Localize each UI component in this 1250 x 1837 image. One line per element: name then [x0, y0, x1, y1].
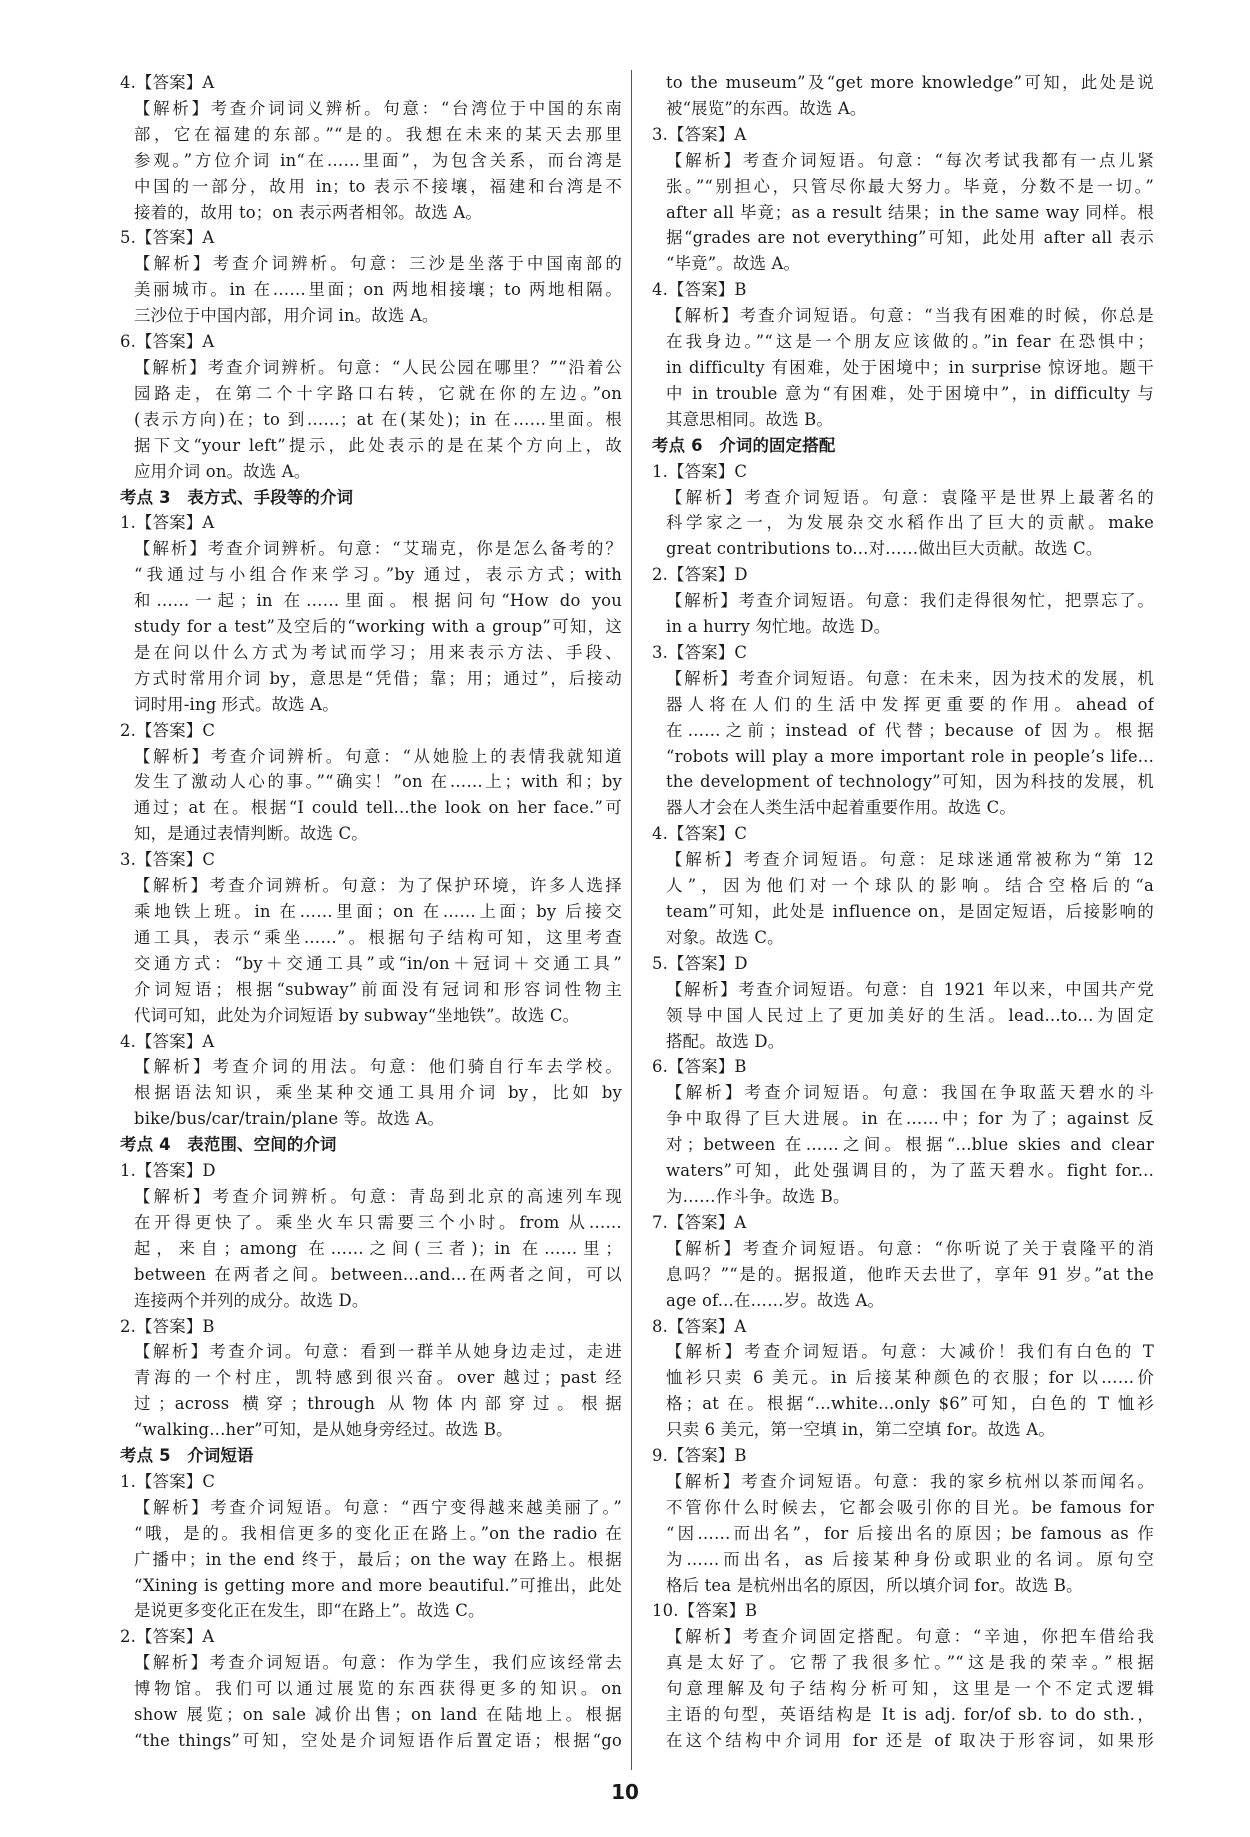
text-line: 发生了激动人心的事。”“确实！”on 在……上；with 和；by	[134, 772, 622, 792]
answer-line: 6.【答案】A	[120, 332, 215, 352]
text-line: 连接两个并列的成分。故选 D。	[134, 1290, 369, 1310]
section-heading: 考点 4 表范围、空间的介词	[120, 1135, 337, 1155]
text-line: “我通过与小组合作来学习。”by 通过，表示方式；with	[134, 565, 622, 585]
text-line: “the things”可知，空处是介词短语作后置定语；根据“go	[134, 1731, 622, 1750]
section-heading: 考点 3 表方式、手段等的介词	[120, 487, 354, 507]
text-line: after all 毕竟；as a result 结果；in the same way 同样。根	[666, 202, 1154, 222]
text-line: (表示方向)在；to 到……；at 在(某处)；in 在……里面。根	[134, 409, 622, 429]
text-line: 句意理解及句子结构分析可知，这里是一个不定式逻辑	[666, 1679, 1154, 1699]
text-line: 【解析】考查介词短语。句意：袁隆平是世界上最著名的	[666, 487, 1154, 507]
text-line: “walking...her”可知，是从她身旁经过。故选 B。	[134, 1420, 513, 1440]
answer-line: 5.【答案】A	[120, 228, 215, 248]
text-line: “robots will play a more important role in people’s life...	[666, 746, 1154, 766]
text-line: 不管你什么时候去，它都会吸引你的目光。be famous for	[666, 1497, 1154, 1517]
section-heading: 考点 6 介词的固定搭配	[652, 435, 836, 455]
text-line: 在这个结构中介词用 for 还是 of 取决于形容词，如果形	[666, 1731, 1154, 1750]
text-line: 【解析】考查介词辨析。句意：“人民公园在哪里？”“沿着公	[134, 357, 622, 377]
text-line: 【解析】考查介词短语。句意：我国在争取蓝天碧水的斗	[666, 1083, 1154, 1103]
answer-line: 2.【答案】C	[120, 720, 216, 740]
text-line: 在开得更快了。乘坐火车只需要三个小时。from 从……	[134, 1212, 622, 1232]
text-line: “毕竟”。故选 A。	[666, 254, 801, 274]
answer-line: 9.【答案】B	[652, 1446, 747, 1466]
text-line: the development of technology”可知，因为科技的发展，机	[666, 772, 1154, 792]
text-line: 领导中国人民过上了更加美好的生活。lead...to...为固定	[666, 1005, 1154, 1025]
text-line: study for a test”及空后的“working with a group”可知，这	[134, 617, 622, 637]
text-line: 只卖 6 美元，第一空填 in，第二空填 for。故选 A。	[666, 1420, 1055, 1440]
text-line: 和……一起；in 在……里面。根据问句“How do you	[134, 591, 622, 611]
text-line: “因……而出名”，for 后接出名的原因；be famous as 作	[666, 1523, 1154, 1543]
answer-line: 4.【答案】A	[120, 73, 215, 92]
text-line: “哦，是的。我相信更多的变化正在路上。”on the radio 在	[134, 1523, 622, 1543]
answer-line: 5.【答案】D	[652, 953, 748, 973]
text-line: 【解析】考查介词短语。句意：大减价！我们有白色的 T	[666, 1342, 1154, 1362]
text-line: 搭配。故选 D。	[666, 1031, 785, 1051]
text-line: in difficulty 有困难，处于困境中；in surprise 惊讶地。题干	[666, 357, 1154, 377]
text-line: 园路走，在第二个十字路口右转，它就在你的左边。”on	[134, 383, 622, 403]
text-line: 人”，因为他们对一个球队的影响。结合空格后的“a	[666, 876, 1154, 896]
answer-line: 4.【答案】B	[652, 280, 747, 300]
text-line: 【解析】考查介词辨析。句意：为了保护环境，许多人选择	[134, 876, 622, 896]
answer-line: 4.【答案】A	[120, 1031, 215, 1051]
text-line: 接着的，故用 to；on 表示两者相邻。故选 A。	[134, 202, 482, 222]
text-line: 部，它在福建的东部。”“是的。我想在未来的某天去那里	[134, 124, 622, 144]
text-line: age of...在……岁。故选 A。	[666, 1290, 885, 1310]
answer-line: 7.【答案】A	[652, 1212, 747, 1232]
text-line: 交通方式：“by＋交通工具”或“in/on＋冠词＋交通工具”	[134, 953, 622, 973]
text-line: 对；between 在……之间。根据“...blue skies and clear	[666, 1135, 1154, 1155]
text-line: 张。”“别担心，只管尽你最大努力。毕竟，分数不是一切。”	[666, 176, 1154, 196]
text-line: 其意思相同。故选 B。	[666, 409, 833, 429]
text-line: team”可知，此处是 influence on，是固定短语，后接影响的	[666, 902, 1154, 921]
text-line: bike/bus/car/train/plane 等。故选 A。	[134, 1109, 445, 1129]
text-line: 【解析】考查介词辨析。句意：“艾瑞克，你是怎么备考的？	[134, 539, 622, 559]
answer-line: 3.【答案】A	[652, 124, 747, 144]
text-line: 介词短语；根据“subway”前面没有冠词和形容词性物主	[134, 979, 622, 999]
text-line: 据“grades are not everything”可知，此处用 after all 表示	[666, 228, 1154, 248]
answer-line: 4.【答案】C	[652, 824, 748, 844]
text-line: 词时用-ing 形式。故选 A。	[134, 694, 339, 714]
text-line: show 展览；on sale 减价出售；on land 在陆地上。根据	[134, 1705, 622, 1725]
text-line: 被“展览”的东西。故选 A。	[666, 98, 867, 118]
text-line: great contributions to...对……做出巨大贡献。故选 C。	[666, 539, 1103, 559]
answer-line: 3.【答案】C	[120, 850, 216, 870]
text-line: 【解析】考查介词词义辨析。句意：“台湾位于中国的东南	[134, 98, 622, 118]
text-line: 是在问以什么方式为考试而学习；用来表示方法、手段、	[134, 642, 622, 662]
text-line: 广播中；in the end 终于，最后；on the way 在路上。根据	[134, 1549, 622, 1569]
text-line: 青海的一个村庄，凯特感到很兴奋。over 越过；past 经	[134, 1368, 622, 1388]
text-line: 知，是通过表情判断。故选 C。	[134, 824, 368, 844]
answer-line: 6.【答案】B	[652, 1057, 747, 1077]
text-line: to the museum”及“get more knowledge”可知，此处是说	[666, 73, 1154, 92]
answer-line: 2.【答案】B	[120, 1316, 215, 1336]
text-line: 【解析】考查介词短语。句意：足球迷通常被称为“第 12	[666, 850, 1154, 870]
text-line: “Xining is getting more and more beautiful.”可推出，此处	[134, 1575, 622, 1595]
text-line: 根据语法知识，乘坐某种交通工具用介词 by，比如 by	[134, 1083, 622, 1103]
text-line: 通工具，表示“乘坐……”。根据句子结构可知，这里考查	[134, 927, 622, 947]
text-line: 【解析】考查介词固定搭配。句意：“辛迪，你把车借给我	[666, 1627, 1154, 1647]
text-line: 主语的句型，英语结构是 It is adj. for/of sb. to do sth.，	[666, 1705, 1154, 1725]
answer-line: 1.【答案】D	[120, 1161, 216, 1181]
answer-line: 1.【答案】C	[652, 461, 748, 481]
text-line: 【解析】考查介词短语。句意：我的家乡杭州以茶而闻名。	[666, 1471, 1154, 1491]
text-line: 过；across 横穿；through 从物体内部穿过。根据	[134, 1394, 622, 1414]
text-line: 【解析】考查介词辨析。句意：青岛到北京的高速列车现	[134, 1186, 622, 1206]
text-line: 器人才会在人类生活中起着重要作用。故选 C。	[666, 798, 1016, 818]
text-line: 恤衫只卖 6 美元。in 后接某种颜色的衣服；for 以……价	[666, 1368, 1154, 1388]
text-line: 代词可知，此处为介词短语 by subway“坐地铁”。故选 C。	[134, 1005, 580, 1025]
text-line: 三沙位于中国内部，用介词 in。故选 A。	[134, 306, 439, 326]
answer-line: 2.【答案】D	[652, 565, 748, 585]
text-line: 【解析】考查介词辨析。句意：“从她脸上的表情我就知道	[134, 746, 622, 766]
text-line: 【解析】考查介词短语。句意：“每次考试我都有一点儿紧	[666, 150, 1154, 170]
text-line: 参观。”方位介词 in“在……里面”，为包含关系，而台湾是	[134, 150, 622, 170]
text-line: 【解析】考查介词短语。句意：我们走得很匆忙，把票忘了。	[666, 591, 1154, 611]
text-line: 【解析】考查介词短语。句意：“当我有困难的时候，你总是	[666, 306, 1154, 326]
right-column	[652, 70, 1154, 1754]
answer-line: 10.【答案】B	[652, 1601, 758, 1621]
text-line: 起，来自；among 在……之间(三者)；in 在……里；	[134, 1238, 622, 1258]
text-line: 科学家之一，为发展杂交水稻作出了巨大的贡献。make	[666, 513, 1154, 533]
page-number: 10	[611, 1780, 639, 1804]
text-line: 【解析】考查介词短语。句意：“西宁变得越来越美丽了。”	[134, 1497, 622, 1517]
text-line: 【解析】考查介词短语。句意：“你听说了关于袁隆平的消	[666, 1238, 1154, 1258]
text-line: 对象。故选 C。	[666, 927, 784, 947]
text-line: 为……而出名，as 后接某种身份或职业的名词。原句空	[666, 1549, 1154, 1569]
left-column	[120, 70, 622, 1754]
text-line: 【解析】考查介词的用法。句意：他们骑自行车去学校。	[134, 1057, 622, 1077]
text-line: 中国的一部分，故用 in；to 表示不接壤，福建和台湾是不	[134, 176, 622, 196]
answer-line: 1.【答案】C	[120, 1471, 216, 1491]
text-line: 通过；at 在。根据“I could tell...the look on her face.”可	[134, 798, 622, 818]
answer-line: 2.【答案】A	[120, 1627, 215, 1647]
text-line: 【解析】考查介词短语。句意：自 1921 年以来，中国共产党	[666, 979, 1154, 999]
text-line: 乘地铁上班。in 在……里面；on 在……上面；by 后接交	[134, 902, 622, 921]
answer-line: 8.【答案】A	[652, 1316, 747, 1336]
text-line: 是说更多变化正在发生，即“在路上”。故选 C。	[134, 1601, 485, 1621]
text-line: 方式时常用介词 by，意思是“凭借；靠；用；通过”，后接动	[134, 668, 622, 688]
column-divider	[631, 70, 632, 1770]
text-line: 真是太好了。它帮了我很多忙。”“这是我的荣幸。”根据	[666, 1653, 1154, 1673]
text-line: 在我身边。”“这是一个朋友应该做的。”in fear 在恐惧中；	[666, 332, 1154, 352]
text-line: between 在两者之间。between...and...在两者之间，可以	[134, 1264, 622, 1284]
text-line: 博物馆。我们可以通过展览的东西获得更多的知识。on	[134, 1679, 622, 1699]
section-heading: 考点 5 介词短语	[120, 1446, 254, 1466]
text-line: waters”可知，此处强调目的，为了蓝天碧水。fight for...	[666, 1161, 1154, 1181]
answer-line: 3.【答案】C	[652, 642, 748, 662]
text-line: 为……作斗争。故选 B。	[666, 1186, 850, 1206]
text-line: in a hurry 匆忙地。故选 D。	[666, 617, 891, 637]
text-line: 格后 tea 是杭州出名的原因，所以填介词 for。故选 B。	[666, 1575, 1083, 1595]
text-line: 器人将在人们的生活中发挥更重要的作用。ahead of	[666, 694, 1154, 714]
text-line: 【解析】考查介词短语。句意：在未来，因为技术的发展，机	[666, 668, 1154, 688]
text-line: 格；at 在。根据“...white...only $6”可知，白色的 T 恤衫	[666, 1394, 1154, 1414]
text-line: 在……之前；instead of 代替；because of 因为。根据	[666, 720, 1154, 740]
text-line: 中 in trouble 意为“有困难，处于困境中”，in difficulty 与	[666, 383, 1154, 403]
text-line: 据下文“your left”提示，此处表示的是在某个方向上，故	[134, 435, 622, 455]
text-line: 美丽城市。in 在……里面；on 两地相接壤；to 两地相隔。	[134, 280, 622, 300]
text-line: 息吗？”“是的。据报道，他昨天去世了，享年 91 岁。”at the	[666, 1264, 1154, 1284]
text-line: 争中取得了巨大进展。in 在……中；for 为了；against 反	[666, 1109, 1154, 1129]
answer-line: 1.【答案】A	[120, 513, 215, 533]
text-line: 【解析】考查介词。句意：看到一群羊从她身边走过，走进	[134, 1342, 622, 1362]
text-line: 【解析】考查介词辨析。句意：三沙是坐落于中国南部的	[134, 254, 622, 274]
text-line: 【解析】考查介词短语。句意：作为学生，我们应该经常去	[134, 1653, 622, 1673]
text-line: 应用介词 on。故选 A。	[134, 461, 311, 481]
